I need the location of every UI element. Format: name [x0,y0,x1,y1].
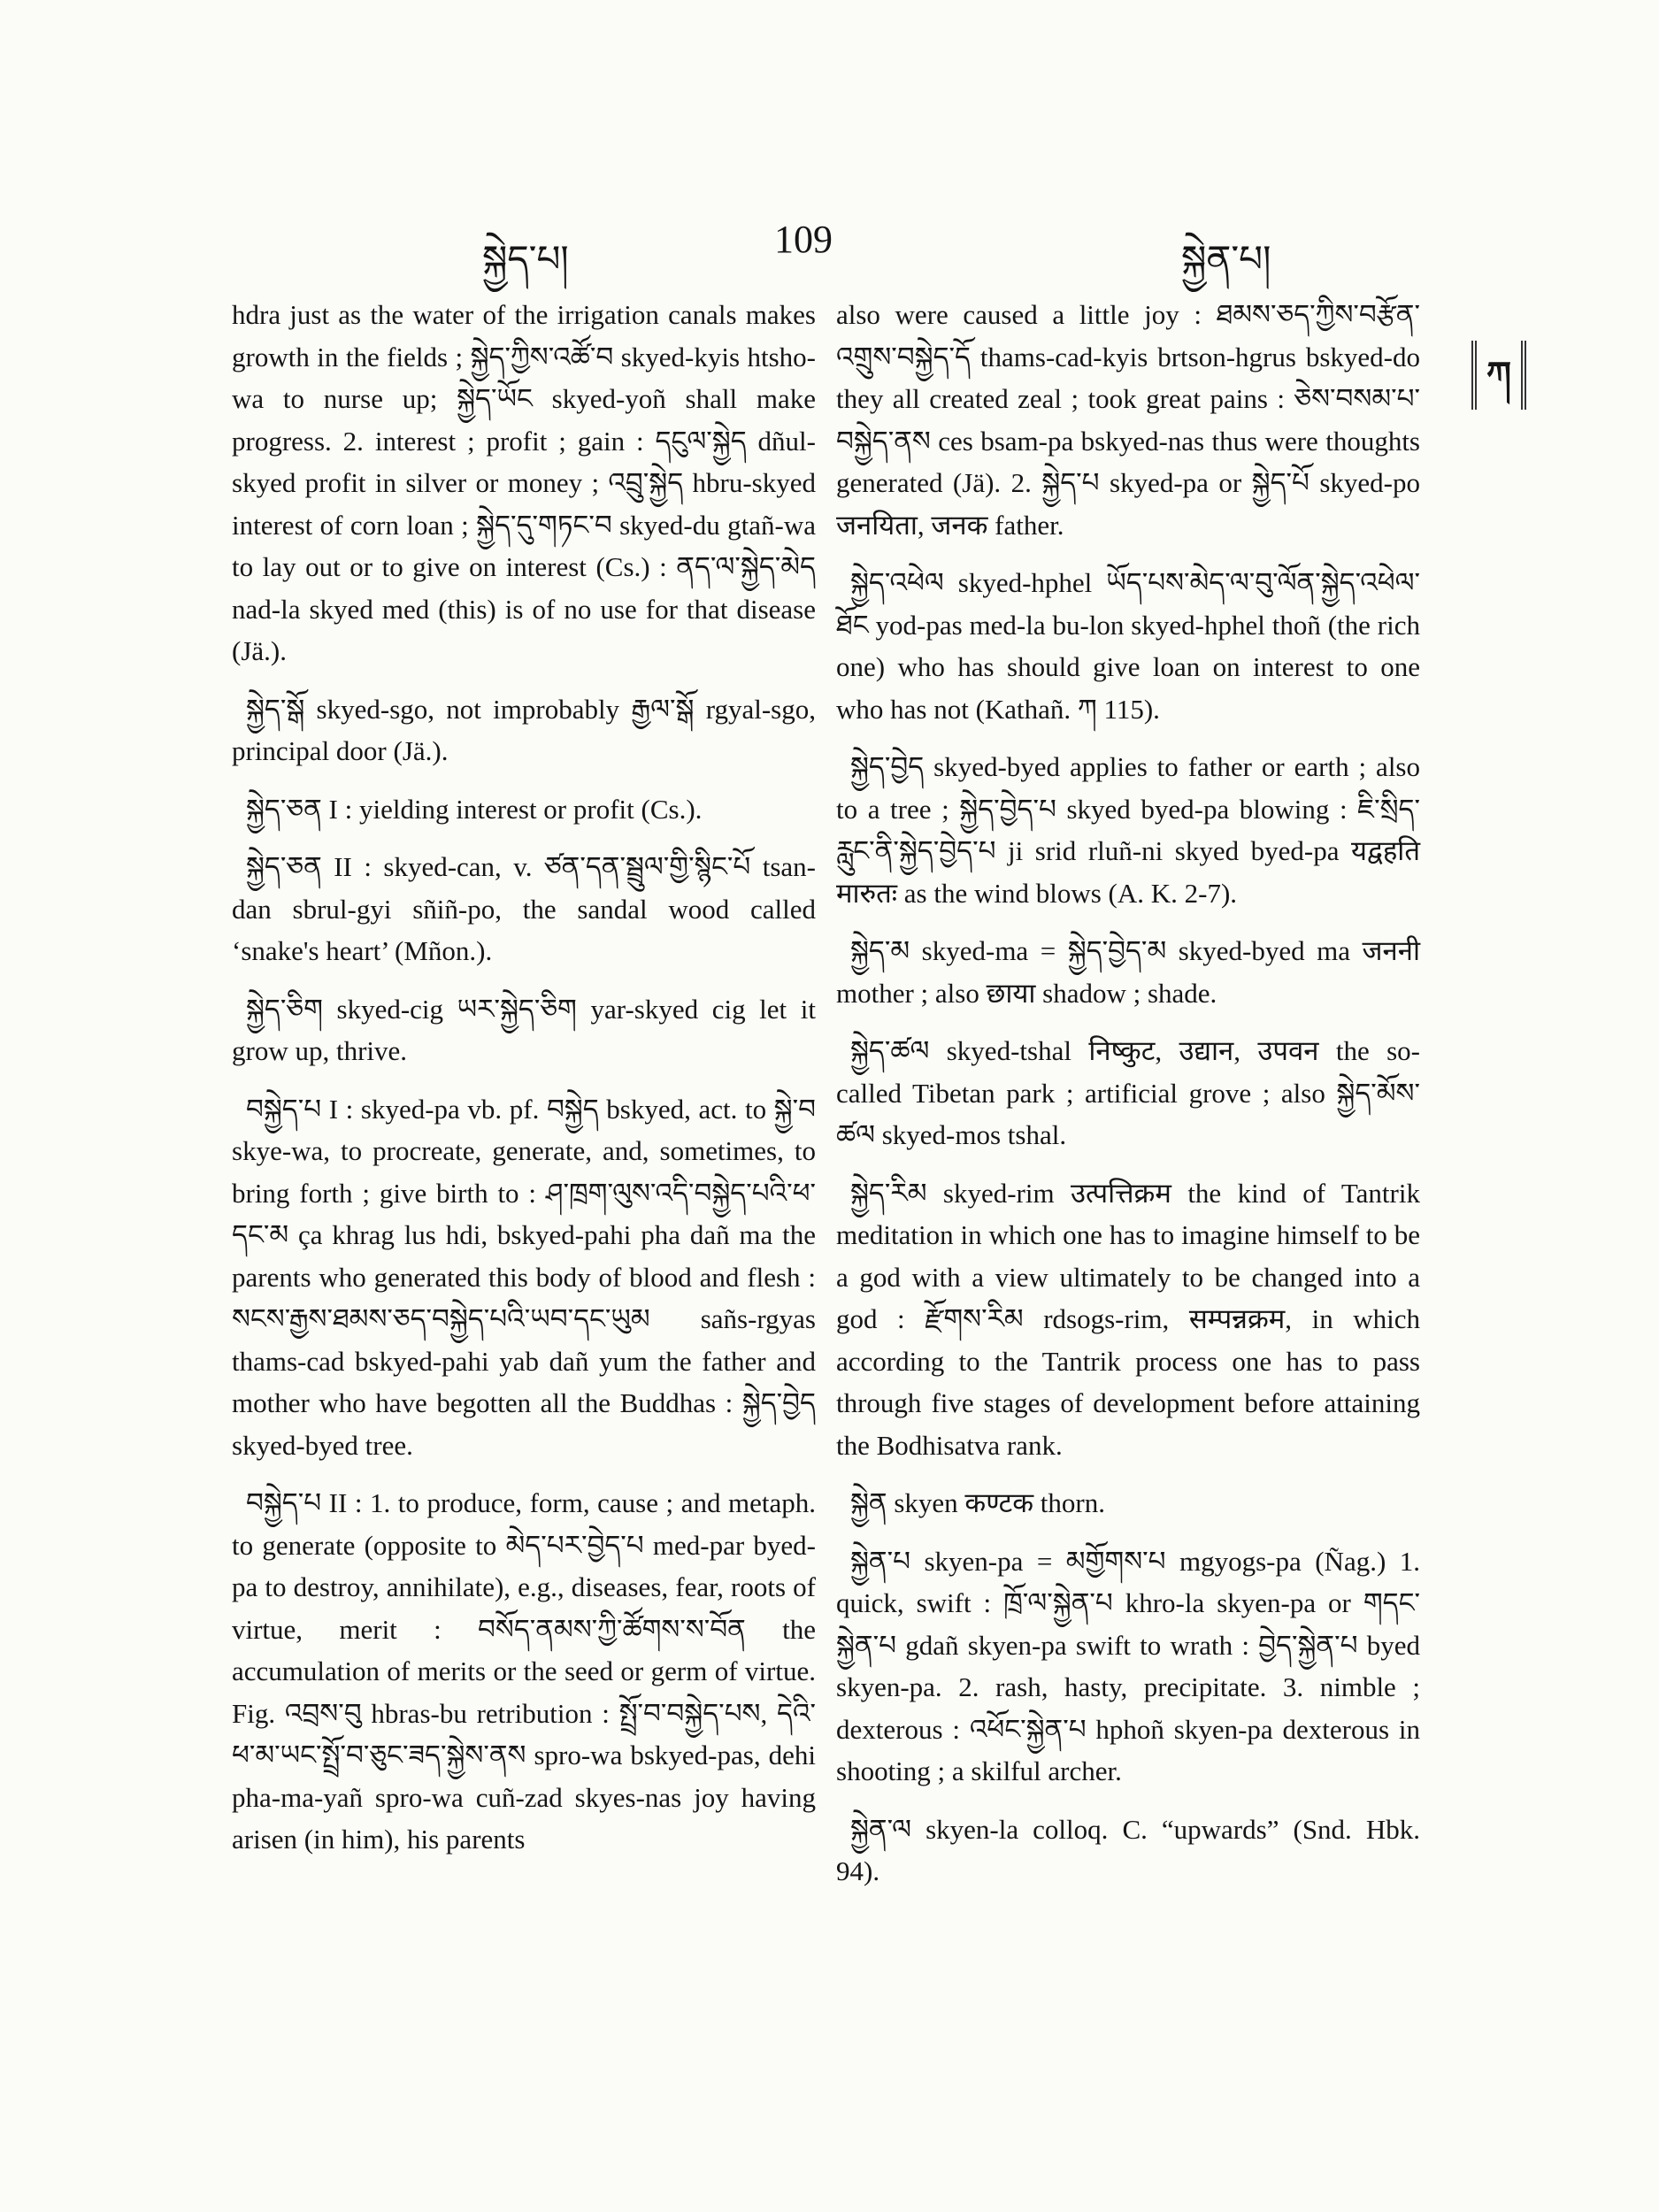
dictionary-entry: སྐྱེད་ཅན II : skyed-can, v. ཙན་དན་སྦྲུལ་གྱི་སྙིང་པོ tsan-dan sbrul-gyi sñiñ-po, the sandal wood called ‘snake's heart’ (Mñon.). [232,851,816,966]
right-guide-word: སྐྱེན་པ། [1181,237,1271,280]
dictionary-entry: hdra just as the water of the irrigation canals makes growth in the fields ; སྐྱེད་ཀྱིས་འཚོ་བ skyed-kyis htsho-wa to nurse up; སྐྱེད་ཡོང skyed-yoñ shall make progress. 2. interest ; profit ; gain : དངུལ་སྐྱེད dñul-skyed profit in silver or money ; འབྲུ་སྐྱེད hbru-skyed interest of corn loan ; སྐྱེད་དུ་གཏང་བ skyed-du gtañ-wa to lay out or to give on interest (Cs.) : ནད་ལ་སྐྱེད་མེད nad-la skyed med (this) is of no use for that disease (Jä.). [232,299,816,666]
dictionary-entry: སྐྱེད་ཅིག skyed-cig ཡར་སྐྱེད་ཅིག yar-skyed cig let it grow up, thrive. [232,993,816,1066]
dictionary-entry: སྐྱེད་སྒོ skyed-sgo, not improbably རྒྱལ་སྒོ rgyal-sgo, principal door (Jä.). [232,693,816,766]
dictionary-entry: སྐྱེད་བྱེད skyed-byed applies to father or earth ; also to a tree ; སྐྱེད་བྱེད་པ skyed byed-pa blowing : ཇི་སྲིད་རླུང་ནི་སྐྱེད་བྱེད་པ ji srid rluñ-ni skyed byed-pa यद्वहति मारुतः as the wind blows (A. K. 2-7). [836,751,1420,909]
left-column [232,294,816,1877]
dictionary-entry: སྐྱེད་ཅན I : yielding interest or profit (Cs.). [246,793,703,825]
dictionary-entry: སྐྱེད་འཕེལ skyed-hphel ཡོད་པས་མེད་ལ་བུ་ལོན་སྐྱེད་འཕེལ་ཐོང yod-pas med-la bu-lon skyed-hphel thoñ (the rich one) who has should give loan on interest to one who has not (Kathañ. ཀ 115). [836,567,1420,725]
letter-thumb-index: ཀ [1471,341,1526,410]
dictionary-entry: སྐྱེན་ལ skyen-la colloq. C. “upwards” (Snd. Hbk. 94). [836,1813,1420,1886]
dictionary-entry: སྐྱེད་མ skyed-ma = སྐྱེད་བྱེད་མ skyed-byed ma जननी mother ; also छाया shadow ; shade. [836,935,1420,1009]
page-number: 109 [774,218,833,261]
dictionary-entry: བསྐྱེད་པ I : skyed-pa vb. pf. བསྐྱེད bskyed, act. to སྐྱེ་བ skye-wa, to procreate, generate, and, sometimes, to bring forth ; give birth to : ཤ་ཁྲག་ལུས་འདི་བསྐྱེད་པའི་ཕ་དང་མ ça khrag lus hdi, bskyed-pahi pha dañ ma the parents who generated this body of blood and flesh : སངས་རྒྱས་ཐམས་ཅད་བསྐྱེད་པའི་ཡབ་དང་ཡུམ sañs-rgyas thams-cad bskyed-pahi yab dañ yum the father and mother who have begotten all the Buddhas : སྐྱེད་བྱེད skyed-byed tree. [232,1093,816,1461]
dictionary-entry: སྐྱེན skyen कण्टक thorn. [850,1487,1105,1518]
page-header [226,212,1447,283]
dictionary-entry: སྐྱེན་པ skyen-pa = མགྱོགས་པ mgyogs-pa (Ñag.) 1. quick, swift : ཁྲོ་ལ་སྐྱེན་པ khro-la skyen-pa or གདང་སྐྱེན་པ gdañ skyen-pa swift to wrath : བྱེད་སྐྱེན་པ byed skyen-pa. 2. rash, hasty, precipitate. 3. nimble ; dexterous : འཕོང་སྐྱེན་པ hphoñ skyen-pa dexterous in shooting ; a skilful archer. [836,1545,1420,1786]
dictionary-entry: སྐྱེད་ཚལ skyed-tshal निष्कुट, उद्यान, उपवन the so-called Tibetan park ; artificial grove ; also སྐྱེད་མོས་ཚལ skyed-mos tshal. [836,1035,1420,1150]
dictionary-entry: བསྐྱེད་པ II : 1. to produce, form, cause ; and metaph. to generate (opposite to མེད་པར་བྱེད་པ med-par byed-pa to destroy, annihilate), e.g., diseases, fear, roots of virtue, merit : བསོད་ནམས་ཀྱི་ཚོགས་ས་བོན the accumulation of merits or the seed or germ of virtue. Fig. འབྲས་བུ hbras-bu retribution : སྤྲོ་བ་བསྐྱེད་པས, དེའི་ཕ་མ་ཡང་སྤྲོ་བ་ཅུང་ཟད་སྐྱེས་ནས spro-wa bskyed-pas, dehi pha-ma-yañ spro-wa cuñ-zad skyes-nas joy having arisen (in him), his parents [232,1487,816,1855]
dictionary-entry: also were caused a little joy : ཐམས་ཅད་ཀྱིས་བརྩོན་འགྲུས་བསྐྱེད་དོ thams-cad-kyis brtson-hgrus bskyed-do they all created zeal ; took great pains : ཅེས་བསམ་པ་བསྐྱེད་ནས ces bsam-pa bskyed-nas thus were thoughts generated (Jä). 2. སྐྱེད་པ skyed-pa or སྐྱེད་པོ skyed-po जनयिता, जनक father. [836,299,1420,541]
left-guide-word: སྐྱེད་པ། [482,237,569,280]
dictionary-entry: སྐྱེད་རིམ skyed-rim उत्पत्तिक्रम the kind of Tantrik meditation in which one has to imagine himself to be a god with a view ultimately to be changed into a god : རྫོགས་རིམ rdsogs-rim, सम्पन्नक्रम, in which according to the Tantrik process one has to pass through five stages of development before attaining the Bodhisatva rank. [836,1177,1420,1461]
right-column [836,294,1420,1909]
